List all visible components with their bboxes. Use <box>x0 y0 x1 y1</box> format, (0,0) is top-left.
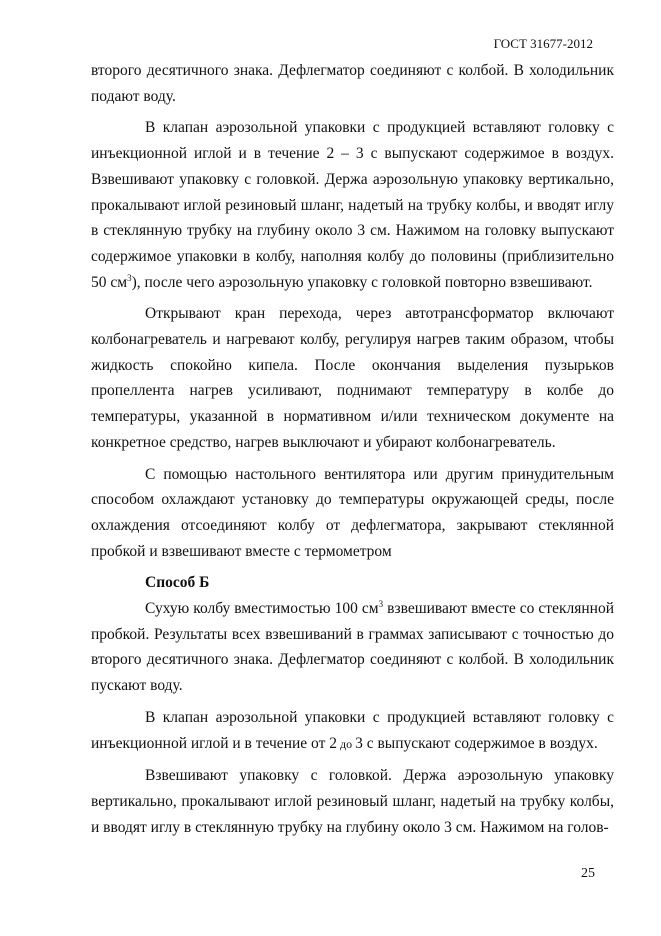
paragraph-heating <box>91 301 614 455</box>
paragraph-text: Сухую колбу вместимостью 100 см <box>145 600 379 618</box>
superscript-cubic: 3 <box>378 598 384 609</box>
paragraph-text: взвешивают вместе со стеклянной пробкой. Результаты всех взвешиваний в граммах записывают с точностью до второго десятичного знака. Дефлегматор соединяют с колбой. В холодильник пускают воду. <box>91 600 614 695</box>
paragraph-continuation <box>91 58 614 109</box>
paragraph-text: В клапан аэрозольной упаковки с продукцией вставляют головку с инъекционной иглой и в течение 2 – 3 с выпускают содержимое в воздух. Взвешивают упаковку с головкой. Держа аэрозольную упаковку вертикально, прокалывают иглой резиновый шланг, надетый на трубку колбы, и вводят иглу в стеклянную трубку на глубину около 3 см. Нажимом на головку выпускают содержимое упаковки в колбу, наполняя колбу до половины (приблизительно 50 см <box>91 119 614 291</box>
paragraph-text: 3 с выпускают содержимое в воздух. <box>355 734 598 752</box>
standard-number: ГОСТ 31677-2012 <box>493 36 593 51</box>
paragraph-method-b-flask <box>91 596 614 699</box>
method-b-heading: Способ Б <box>145 574 210 592</box>
small-range-word: до <box>336 736 356 751</box>
page-content <box>91 58 614 840</box>
paragraph-text: Открывают кран перехода, через автотрансформатор включают колбонагреватель и нагревают колбу, регулируя нагрев таким образом, чтобы жидкость спокойно кипела. После окончания выделения пузырьков пропеллента нагрев усиливают, поднимают температуру в колбе до температуры, указанной в нормативном и/или техническом документе на конкретное средство, нагрев выключают и убирают колбонагреватель. <box>91 305 614 451</box>
paragraph-text: второго десятичного знака. Дефлегматор соединяют с колбой. В холодильник подают воду. <box>91 62 614 105</box>
paragraph-text: Взвешивают упаковку с головкой. Держа аэрозольную упаковку вертикально, прокалывают иглой резиновый шланг, надетый на трубку колбы, и вводят иглу в стеклянную трубку на глубину около 3 см. Нажимом на голов- <box>91 767 614 836</box>
paragraph-cooling <box>91 462 614 565</box>
document-header <box>494 36 593 52</box>
paragraph-text: С помощью настольного вентилятора или другим принудительным способом охлаждают установку до температуры окружающей среды, после охлаждения отсоединяют колбу от дефлегматора, закрывают стеклянной пробкой и взвешивают вместе с термометром <box>91 465 614 560</box>
paragraph-method-b-weighing <box>91 763 614 840</box>
paragraph-text: В клапан аэрозольной упаковки с продукцией вставляют головку с инъекционной иглой и в течение от 2 <box>91 708 614 752</box>
paragraph-method-b-injection <box>91 705 614 757</box>
paragraph-sample-injection <box>91 115 614 295</box>
page-number: 25 <box>581 866 595 881</box>
superscript-cubic: 3 <box>127 272 132 283</box>
paragraph-text: ), после чего аэрозольную упаковку с головкой повторно взвешивают. <box>131 273 593 291</box>
